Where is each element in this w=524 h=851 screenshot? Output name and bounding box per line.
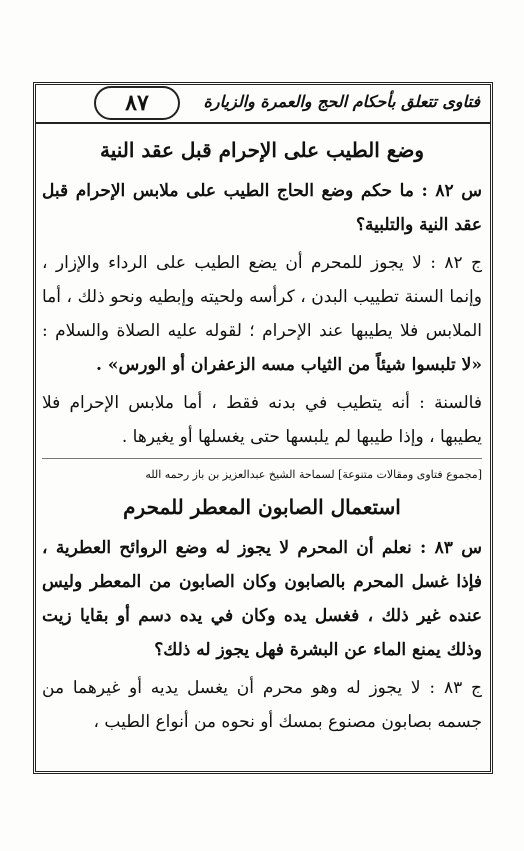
divider [42,458,482,459]
answer-82 [42,246,482,382]
page-content [42,136,482,743]
answer-82-conclusion: فالسنة : أنه يتطيب في بدنه فقط ، أما ملابس الإحرام فلا يطيبها ، وإذا طيبها لم يلبسها حتى يغسلها أو يغيرها . [42,393,482,447]
source-citation: [مجموع فتاوى ومقالات متنوعة] لسماحة الشيخ عبدالعزيز بن باز رحمه الله [145,468,482,481]
section-title: وضع الطيب على الإحرام قبل عقد النية [99,138,425,162]
running-title: فتاوى تتعلق بأحكام الحج والعمرة والزيارة [203,92,480,111]
answer-82-text: ج ٨٢ : لا يجوز للمحرم أن يضع الطيب على الرداء والإزار ، وإنما السنة تطييب البدن ، كرأسه ولحيته وإبطيه ونحو ذلك ، أما الملابس فلا يطيبها عند الإحرام ؛ لقوله عليه الصلاة والسلام : [42,253,482,341]
page-number: ٨٧ [94,86,180,120]
hadith-quote: «لا تلبسوا شيئاً من الثياب مسه الزعفران أو الورس» . [96,355,482,375]
section-title: استعمال الصابون المعطر للمحرم [123,495,401,519]
page-header [36,86,490,124]
question-83: س ٨٣ : نعلم أن المحرم لا يجوز له وضع الروائح العطرية ، فإذا غسل المحرم بالصابون وكان الصابون من المعطر وليس عنده غير ذلك ، فغسل يده وكان في يده دسم أو بقايا زيت وذلك يمنع الماء عن البشرة فهل يجوز له ذلك؟ [42,538,483,660]
question-82: س ٨٢ : ما حكم وضع الحاج الطيب على ملابس الإحرام قبل عقد النية والتلبية؟ [42,181,483,235]
answer-83: ج ٨٣ : لا يجوز له وهو محرم أن يغسل يديه أو غيرهما من جسمه بصابون مصنوع بمسك أو نحوه من أنواع الطيب ، [42,678,482,732]
